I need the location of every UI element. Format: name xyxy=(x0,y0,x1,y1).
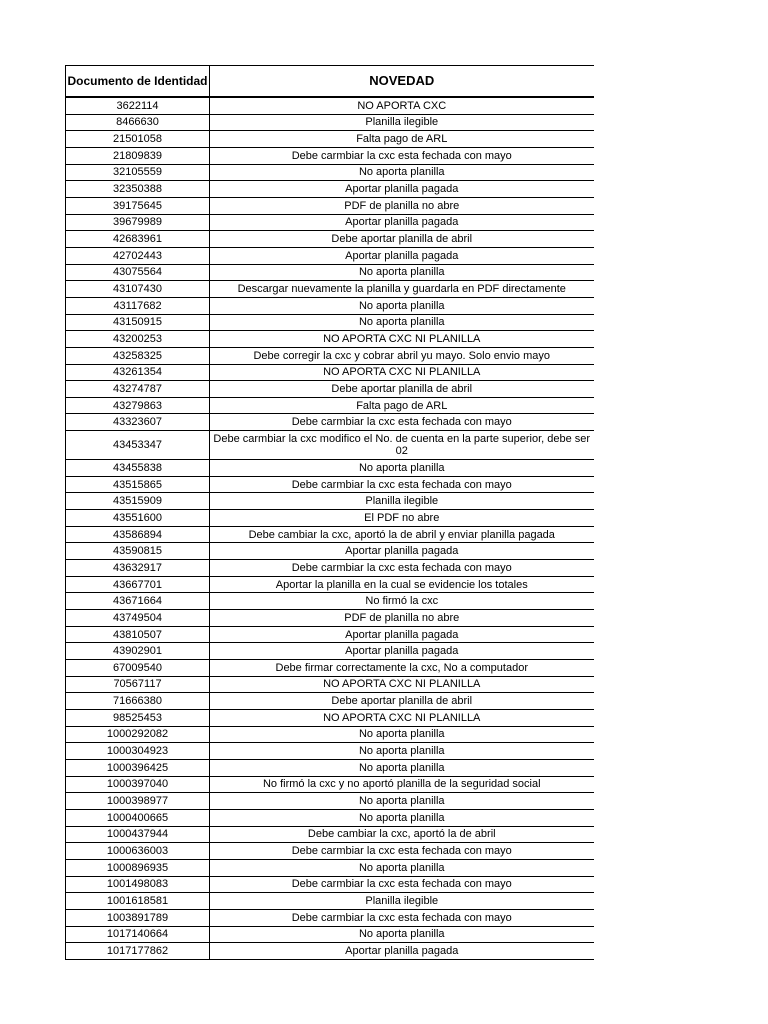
cell-documento: 8466630 xyxy=(66,114,210,131)
cell-documento: 43586894 xyxy=(66,526,210,543)
cell-documento: 71666380 xyxy=(66,693,210,710)
cell-novedad: NO APORTA CXC NI PLANILLA xyxy=(210,676,594,693)
cell-documento: 1001618581 xyxy=(66,893,210,910)
table-row xyxy=(66,314,594,331)
cell-documento: 43515909 xyxy=(66,493,210,510)
cell-novedad: Debe carmbiar la cxc esta fechada con mayo xyxy=(210,476,594,493)
cell-documento: 43274787 xyxy=(66,381,210,398)
cell-documento: 21501058 xyxy=(66,131,210,148)
cell-documento: 1000397040 xyxy=(66,776,210,793)
cell-novedad: Planilla ilegible xyxy=(210,893,594,910)
cell-documento: 43455838 xyxy=(66,460,210,477)
table-row xyxy=(66,876,594,893)
cell-documento: 70567117 xyxy=(66,676,210,693)
cell-documento: 42683961 xyxy=(66,231,210,248)
header-novedad: NOVEDAD xyxy=(210,66,594,98)
cell-documento: 43590815 xyxy=(66,543,210,560)
cell-documento: 1017177862 xyxy=(66,943,210,960)
header-documento: Documento de Identidad xyxy=(66,66,210,98)
table-row xyxy=(66,297,594,314)
cell-novedad: Planilla ilegible xyxy=(210,493,594,510)
cell-documento: 43902901 xyxy=(66,643,210,660)
cell-documento: 1000398977 xyxy=(66,793,210,810)
header-row xyxy=(66,66,594,98)
cell-novedad: Debe carmbiar la cxc modifico el No. de cuenta en la parte superior, debe ser 02 xyxy=(210,431,594,460)
cell-novedad: No firmó la cxc xyxy=(210,593,594,610)
table-row xyxy=(66,676,594,693)
cell-documento: 42702443 xyxy=(66,247,210,264)
cell-novedad: No aporta planilla xyxy=(210,460,594,477)
cell-documento: 43453347 xyxy=(66,431,210,460)
table-row xyxy=(66,776,594,793)
cell-documento: 43200253 xyxy=(66,331,210,348)
table-row xyxy=(66,381,594,398)
cell-novedad: Descargar nuevamente la planilla y guardarla en PDF directamente xyxy=(210,281,594,298)
table-row xyxy=(66,510,594,527)
cell-documento: 43117682 xyxy=(66,297,210,314)
table-row xyxy=(66,626,594,643)
cell-documento: 43632917 xyxy=(66,560,210,577)
cell-novedad: Debe aportar planilla de abril xyxy=(210,231,594,248)
table-row xyxy=(66,793,594,810)
table-row xyxy=(66,926,594,943)
table-row xyxy=(66,943,594,960)
cell-novedad: Debe corregir la cxc y cobrar abril yu mayo. Solo envio mayo xyxy=(210,347,594,364)
cell-novedad: Debe aportar planilla de abril xyxy=(210,381,594,398)
table-row xyxy=(66,543,594,560)
cell-documento: 1001498083 xyxy=(66,876,210,893)
cell-novedad: No aporta planilla xyxy=(210,926,594,943)
cell-documento: 39679989 xyxy=(66,214,210,231)
cell-novedad: Aportar planilla pagada xyxy=(210,214,594,231)
table-row xyxy=(66,643,594,660)
table-row xyxy=(66,843,594,860)
cell-documento: 67009540 xyxy=(66,660,210,677)
table-row xyxy=(66,526,594,543)
cell-novedad: No aporta planilla xyxy=(210,726,594,743)
cell-documento: 43667701 xyxy=(66,576,210,593)
cell-novedad: NO APORTA CXC xyxy=(210,97,594,114)
cell-documento: 43150915 xyxy=(66,314,210,331)
cell-documento: 43261354 xyxy=(66,364,210,381)
table-row xyxy=(66,164,594,181)
table-row xyxy=(66,610,594,627)
cell-novedad: El PDF no abre xyxy=(210,510,594,527)
cell-novedad: Aportar la planilla en la cual se evidencie los totales xyxy=(210,576,594,593)
cell-documento: 1003891789 xyxy=(66,909,210,926)
cell-novedad: No aporta planilla xyxy=(210,264,594,281)
cell-documento: 43279863 xyxy=(66,397,210,414)
cell-novedad: Aportar planilla pagada xyxy=(210,943,594,960)
cell-novedad: Aportar planilla pagada xyxy=(210,626,594,643)
cell-documento: 43258325 xyxy=(66,347,210,364)
table-row xyxy=(66,759,594,776)
table-row xyxy=(66,197,594,214)
cell-documento: 1000636003 xyxy=(66,843,210,860)
cell-novedad: No aporta planilla xyxy=(210,297,594,314)
cell-documento: 1017140664 xyxy=(66,926,210,943)
cell-novedad: No aporta planilla xyxy=(210,793,594,810)
cell-documento: 39175645 xyxy=(66,197,210,214)
table-row xyxy=(66,147,594,164)
table-row xyxy=(66,97,594,114)
cell-novedad: Aportar planilla pagada xyxy=(210,181,594,198)
cell-documento: 3622114 xyxy=(66,97,210,114)
table-row xyxy=(66,576,594,593)
table-row xyxy=(66,743,594,760)
table-row xyxy=(66,709,594,726)
table-row xyxy=(66,347,594,364)
cell-novedad: Debe carmbiar la cxc esta fechada con mayo xyxy=(210,147,594,164)
novedades-table xyxy=(65,65,594,960)
cell-novedad: Planilla ilegible xyxy=(210,114,594,131)
cell-novedad: Debe aportar planilla de abril xyxy=(210,693,594,710)
cell-documento: 43671664 xyxy=(66,593,210,610)
table-row xyxy=(66,331,594,348)
cell-novedad: No aporta planilla xyxy=(210,809,594,826)
cell-documento: 43323607 xyxy=(66,414,210,431)
cell-documento: 32350388 xyxy=(66,181,210,198)
cell-novedad: No aporta planilla xyxy=(210,743,594,760)
cell-novedad: No aporta planilla xyxy=(210,759,594,776)
cell-documento: 43515865 xyxy=(66,476,210,493)
cell-novedad: No aporta planilla xyxy=(210,164,594,181)
cell-novedad: NO APORTA CXC NI PLANILLA xyxy=(210,709,594,726)
cell-novedad: Debe cambiar la cxc, aportó la de abril xyxy=(210,826,594,843)
table-row xyxy=(66,460,594,477)
cell-novedad: Falta pago de ARL xyxy=(210,397,594,414)
table-row xyxy=(66,809,594,826)
cell-novedad: Debe carmbiar la cxc esta fechada con mayo xyxy=(210,909,594,926)
table-row xyxy=(66,909,594,926)
cell-documento: 43810507 xyxy=(66,626,210,643)
table-row xyxy=(66,660,594,677)
cell-novedad: No aporta planilla xyxy=(210,859,594,876)
table-row xyxy=(66,364,594,381)
cell-novedad: No firmó la cxc y no aportó planilla de la seguridad social xyxy=(210,776,594,793)
table-row xyxy=(66,214,594,231)
table-body xyxy=(66,97,594,959)
table-row xyxy=(66,247,594,264)
cell-novedad: PDF de planilla no abre xyxy=(210,197,594,214)
table-row xyxy=(66,693,594,710)
cell-documento: 1000304923 xyxy=(66,743,210,760)
cell-novedad: Aportar planilla pagada xyxy=(210,247,594,264)
table-row xyxy=(66,264,594,281)
cell-novedad: Debe cambiar la cxc, aportó la de abril y enviar planilla pagada xyxy=(210,526,594,543)
table-row xyxy=(66,493,594,510)
table-row xyxy=(66,431,594,460)
cell-novedad: No aporta planilla xyxy=(210,314,594,331)
cell-documento: 43551600 xyxy=(66,510,210,527)
cell-novedad: Debe carmbiar la cxc esta fechada con mayo xyxy=(210,414,594,431)
cell-novedad: Debe carmbiar la cxc esta fechada con mayo xyxy=(210,560,594,577)
cell-novedad: Aportar planilla pagada xyxy=(210,543,594,560)
table-row xyxy=(66,181,594,198)
table-row xyxy=(66,476,594,493)
table-row xyxy=(66,114,594,131)
table-row xyxy=(66,726,594,743)
cell-novedad: PDF de planilla no abre xyxy=(210,610,594,627)
novedades-sheet xyxy=(65,65,593,960)
cell-novedad: Debe firmar correctamente la cxc, No a computador xyxy=(210,660,594,677)
cell-novedad: Aportar planilla pagada xyxy=(210,643,594,660)
table-row xyxy=(66,231,594,248)
table-row xyxy=(66,414,594,431)
table-row xyxy=(66,281,594,298)
cell-documento: 1000396425 xyxy=(66,759,210,776)
cell-documento: 1000437944 xyxy=(66,826,210,843)
cell-documento: 1000292082 xyxy=(66,726,210,743)
cell-documento: 32105559 xyxy=(66,164,210,181)
cell-novedad: Debe carmbiar la cxc esta fechada con mayo xyxy=(210,843,594,860)
table-row xyxy=(66,397,594,414)
table-row xyxy=(66,560,594,577)
cell-documento: 43749504 xyxy=(66,610,210,627)
table-row xyxy=(66,893,594,910)
table-row xyxy=(66,593,594,610)
cell-documento: 21809839 xyxy=(66,147,210,164)
table-row xyxy=(66,859,594,876)
cell-documento: 98525453 xyxy=(66,709,210,726)
cell-documento: 1000400665 xyxy=(66,809,210,826)
cell-novedad: NO APORTA CXC NI PLANILLA xyxy=(210,331,594,348)
cell-documento: 43107430 xyxy=(66,281,210,298)
cell-novedad: Falta pago de ARL xyxy=(210,131,594,148)
cell-novedad: NO APORTA CXC NI PLANILLA xyxy=(210,364,594,381)
cell-documento: 1000896935 xyxy=(66,859,210,876)
cell-documento: 43075564 xyxy=(66,264,210,281)
cell-novedad: Debe carmbiar la cxc esta fechada con mayo xyxy=(210,876,594,893)
table-row xyxy=(66,131,594,148)
table-row xyxy=(66,826,594,843)
